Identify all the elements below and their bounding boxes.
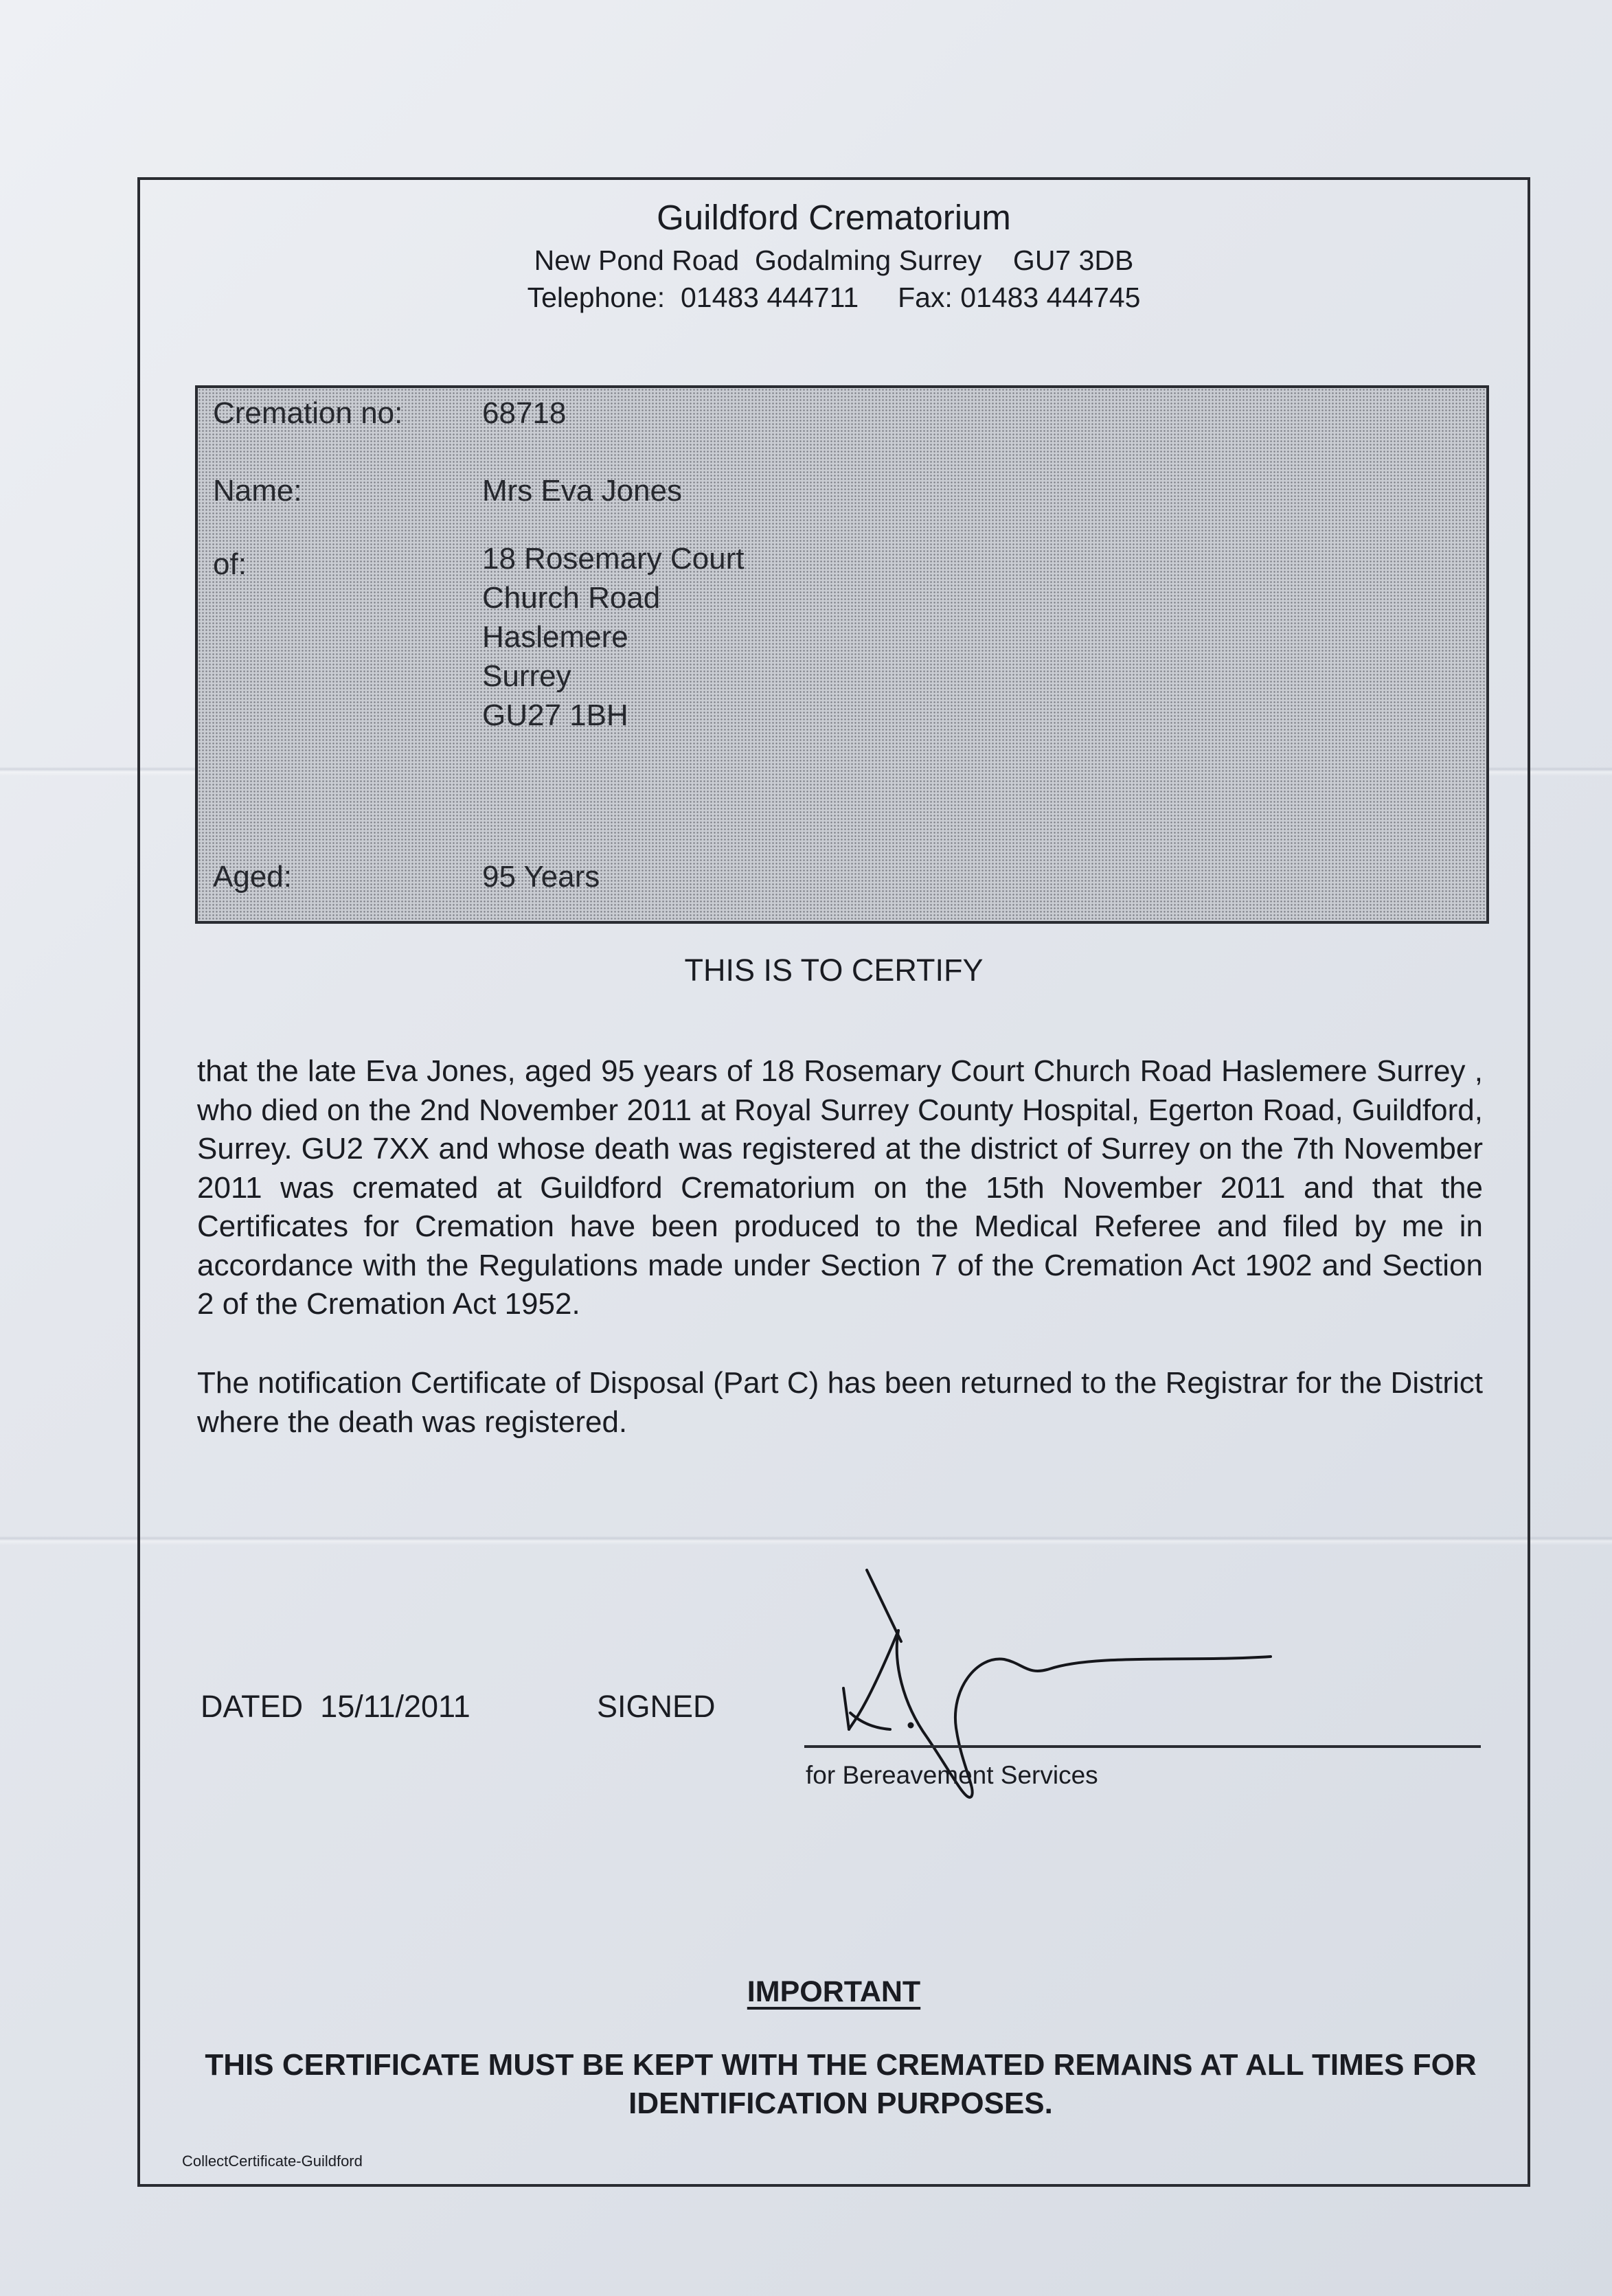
of-label: of: xyxy=(213,547,247,581)
crematorium-address: New Pond Road Godalming Surrey GU7 3DB xyxy=(534,245,1134,276)
dated-label: DATED xyxy=(201,1689,304,1724)
signature-line xyxy=(804,1745,1481,1748)
header xyxy=(137,194,1530,316)
signature-caption: for Bereavement Services xyxy=(806,1761,1098,1789)
address-line: Haslemere xyxy=(482,620,628,654)
name-value: Mrs Eva Jones xyxy=(482,474,682,508)
date-value: 15/11/2011 xyxy=(320,1689,470,1724)
dated-block xyxy=(201,1687,470,1726)
address-line: Church Road xyxy=(482,581,661,615)
aged-value: 95 Years xyxy=(482,860,600,894)
certify-heading: THIS IS TO CERTIFY xyxy=(684,953,984,988)
cremation-no-label: Cremation no: xyxy=(213,396,403,430)
important-notice: THIS CERTIFICATE MUST BE KEPT WITH THE CREMATED REMAINS AT ALL TIMES FOR IDENTIFICATION PURPOSES. xyxy=(205,2048,1477,2120)
name-label: Name: xyxy=(213,474,302,508)
address-line: 18 Rosemary Court xyxy=(482,542,745,576)
certification-paragraph: that the late Eva Jones, aged 95 years of 18 Rosemary Court Church Road Haslemere Surrey , who died on the 2nd November 2011 at Royal Surrey County Hospital, Egerton Road, Guildford, Surrey. GU2 7XX and whose death was registered at the district of Surrey on the 7th November 2011 was cremated at Guildford Crematorium on the 15th November 2011 and that the Certificates for Cremation have been produced to the Medical Referee and filed by me in accordance with the Regulations made under Section 7 of the Cremation Act 1902 and Section 2 of the Cremation Act 1952. xyxy=(197,1054,1483,1321)
footer-reference: CollectCertificate-Guildford xyxy=(182,2152,363,2170)
notification-paragraph: The notification Certificate of Disposal (Part C) has been returned to the Registrar for the District where the death was registered. xyxy=(197,1366,1483,1439)
signed-label: SIGNED xyxy=(597,1689,716,1724)
address-line: GU27 1BH xyxy=(482,698,628,732)
crematorium-title: Guildford Crematorium xyxy=(657,198,1011,237)
cremation-no-value: 68718 xyxy=(482,396,567,430)
details-box xyxy=(195,385,1489,924)
important-heading: IMPORTANT xyxy=(747,1975,921,2008)
address-line: Surrey xyxy=(482,659,571,693)
aged-label: Aged: xyxy=(213,860,292,894)
crematorium-contact: Telephone: 01483 444711 Fax: 01483 444745 xyxy=(527,282,1141,313)
